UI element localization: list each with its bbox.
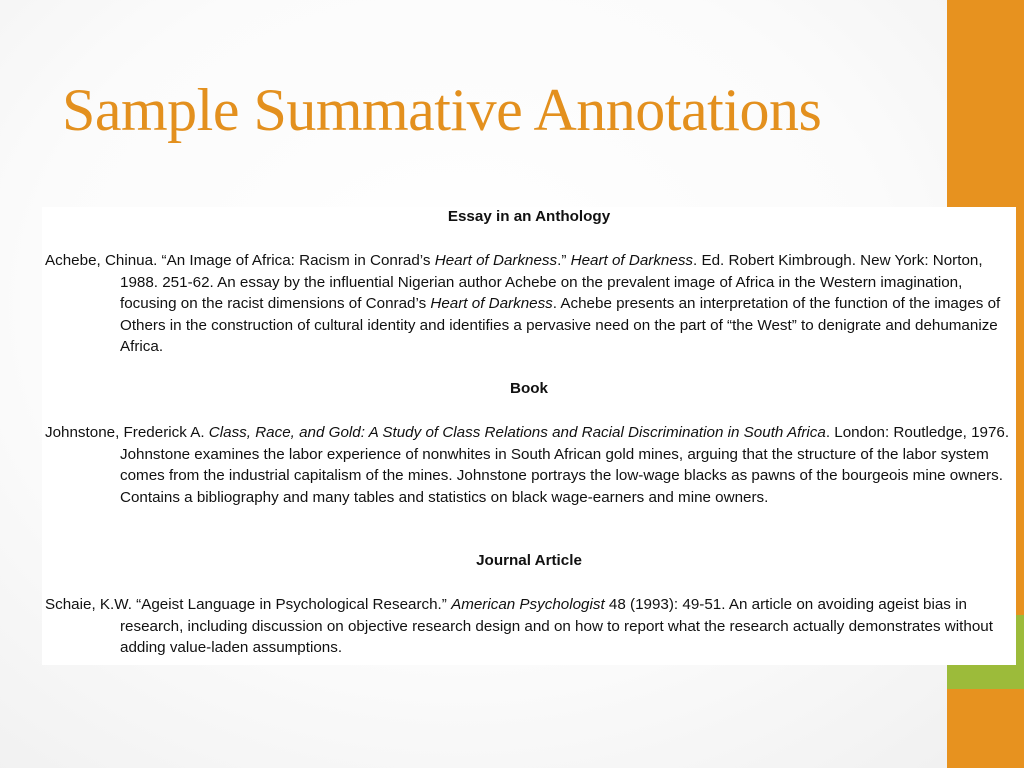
citation-title-italic: Class, Race, and Gold: A Study of Class Relations and Racial Discrimination in South Africa [208, 424, 826, 441]
citation-title-italic: Heart of Darkness [570, 252, 694, 269]
section-heading-journal: Journal Article [476, 552, 582, 569]
annotation-document [42, 207, 1016, 665]
citation-title-italic: American Psychologist [451, 596, 605, 613]
citation-entry-johnstone [45, 422, 1017, 508]
section-heading-essay: Essay in an Anthology [447, 208, 611, 225]
citation-title-italic: Heart of Darkness [430, 295, 553, 312]
citation-entry-achebe [45, 250, 1017, 358]
citation-text: Johnstone, Frederick A. [45, 424, 209, 441]
citation-text: . Ed. Robert Kimbrough. New York: Norton, 1988. 251-62. An essay by the influential Nigerian author Achebe on the prevalent image of Africa in the Western imagination, focusing on the racist dimensions of Conrad’s [120, 252, 983, 312]
citation-title-italic: Heart of Darkness [434, 252, 558, 269]
section-heading-book: Book [510, 380, 548, 397]
accent-bar-bottom [947, 689, 1024, 768]
citation-text: . Achebe presents an interpretation of the function of the images of Others in the construction of cultural identity and identifies a pervasive need on the part of “the West” to denigrate and dehumanize Africa. [120, 295, 1001, 355]
citation-entry-schaie [45, 594, 1017, 659]
citation-text: . London: Routledge, 1976. Johnstone examines the labor experience of nonwhites in South African gold mines, arguing that the structure of the labor system comes from the industrial capitalism of the mines. Johnstone portrays the low-wage blacks as pawns of the bourgeois mine owners. Contains a bibliography and many tables and statistics on black wage-earners and mine owners. [120, 424, 1010, 506]
citation-text: Schaie, K.W. “Ageist Language in Psychological Research.” [45, 596, 452, 613]
slide-title: Sample Summative Annotations [62, 77, 822, 143]
citation-text: Achebe, Chinua. “An Image of Africa: Racism in Conrad’s [45, 252, 435, 269]
citation-text: .” [557, 252, 571, 269]
citation-text: 48 (1993): 49-51. An article on avoiding ageist bias in research, including discussion on objective research design and on how to report what the research actually demonstrates without adding value-laden assumptions. [120, 596, 993, 656]
